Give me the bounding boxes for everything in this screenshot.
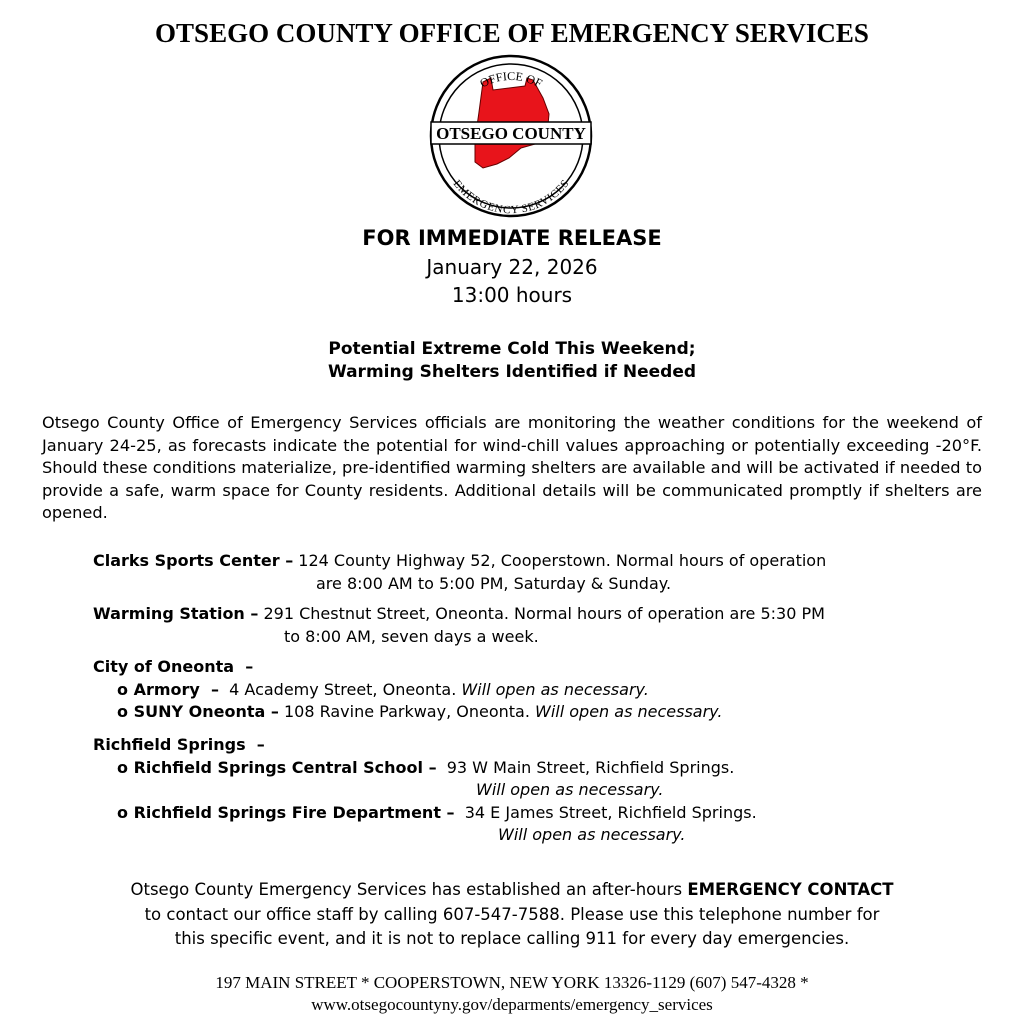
shelter-name: Clarks Sports Center –	[93, 551, 294, 570]
release-time: 13:00 hours	[451, 283, 573, 307]
county-seal-logo	[425, 52, 597, 220]
contact-text: Otsego County Emergency Services has established an after-hours	[130, 880, 688, 899]
svg-text:OTSEGO COUNTY: OTSEGO COUNTY	[436, 124, 586, 143]
shelter-name: o Richfield Springs Central School –	[117, 757, 437, 777]
group-name: City of Oneonta –	[93, 657, 254, 676]
group-name: Richfield Springs –	[93, 735, 265, 754]
shelter-suny	[93, 701, 723, 724]
shelter-armory	[93, 679, 723, 702]
shelter-address: 4 Academy Street, Oneonta.	[218, 679, 462, 699]
contact-text-line-3: this specific event, and it is not to replace calling 911 for every day emergencies.	[174, 929, 850, 948]
headline	[0, 338, 1024, 384]
shelter-note: Will open as necessary.	[498, 825, 686, 844]
shelter-address: 34 E James Street, Richfield Springs.	[454, 802, 757, 822]
headline-line-1: Potential Extreme Cold This Weekend;	[328, 339, 696, 359]
emergency-contact-paragraph	[0, 878, 1024, 952]
shelter-name: o SUNY Oneonta –	[117, 702, 279, 721]
headline-line-2: Warming Shelters Identified if Needed	[327, 362, 697, 382]
shelter-note: Will open as necessary.	[476, 780, 664, 799]
org-title: OTSEGO COUNTY OFFICE OF EMERGENCY SERVICES	[155, 18, 869, 48]
shelter-address: 93 W Main Street, Richfield Springs.	[436, 757, 735, 777]
svg-text:EMERGENCY SERVICES: EMERGENCY SERVICES	[450, 177, 572, 217]
svg-text:OFFICE OF: OFFICE OF	[477, 68, 545, 91]
shelter-details: 124 County Highway 52, Cooperstown. Normal hours of operation	[293, 551, 827, 570]
contact-text-line-2: to contact our office staff by calling 607-547-7588. Please use this telephone number for	[144, 904, 880, 924]
shelter-clarks	[93, 550, 826, 595]
shelter-hours: to 8:00 AM, seven days a week.	[284, 626, 539, 646]
shelter-richfield-fire	[93, 802, 757, 825]
shelter-name: o Armory –	[117, 679, 219, 699]
intro-paragraph: Otsego County Office of Emergency Services officials are monitoring the weather conditions for the weekend of January 24-25, as forecasts indicate the potential for wind-chill values approaching or potentially exceeding -20°F. Should these conditions materialize, pre-identified warming shelters are available and will be activated if needed to provide a safe, warm space for County residents. Additional details will be communicated promptly if shelters are opened.	[42, 413, 982, 522]
shelter-warming-station	[93, 603, 825, 648]
footer-url: www.otsegocountyny.gov/deparments/emergency_services	[311, 995, 713, 1014]
shelter-name: Warming Station –	[93, 604, 259, 623]
shelter-details: 291 Chestnut Street, Oneonta. Normal hours of operation are 5:30 PM	[258, 604, 825, 623]
shelter-note: Will open as necessary.	[461, 679, 649, 699]
shelter-group-richfield	[93, 734, 757, 847]
shelter-group-oneonta	[93, 656, 723, 724]
footer-address: 197 MAIN STREET * COOPERSTOWN, NEW YORK 13326-1129 (607) 547-4328 *	[215, 973, 809, 992]
emergency-contact-label: EMERGENCY CONTACT	[687, 880, 894, 899]
shelter-note: Will open as necessary.	[535, 702, 723, 721]
shelter-address: 108 Ravine Parkway, Oneonta.	[278, 702, 536, 721]
shelter-richfield-school	[93, 757, 757, 780]
release-date: January 22, 2026	[426, 255, 598, 279]
shelter-name: o Richfield Springs Fire Department –	[117, 802, 455, 822]
footer	[0, 972, 1024, 1016]
release-label: FOR IMMEDIATE RELEASE	[362, 226, 662, 250]
shelter-hours: are 8:00 AM to 5:00 PM, Saturday & Sunday.	[316, 573, 672, 593]
